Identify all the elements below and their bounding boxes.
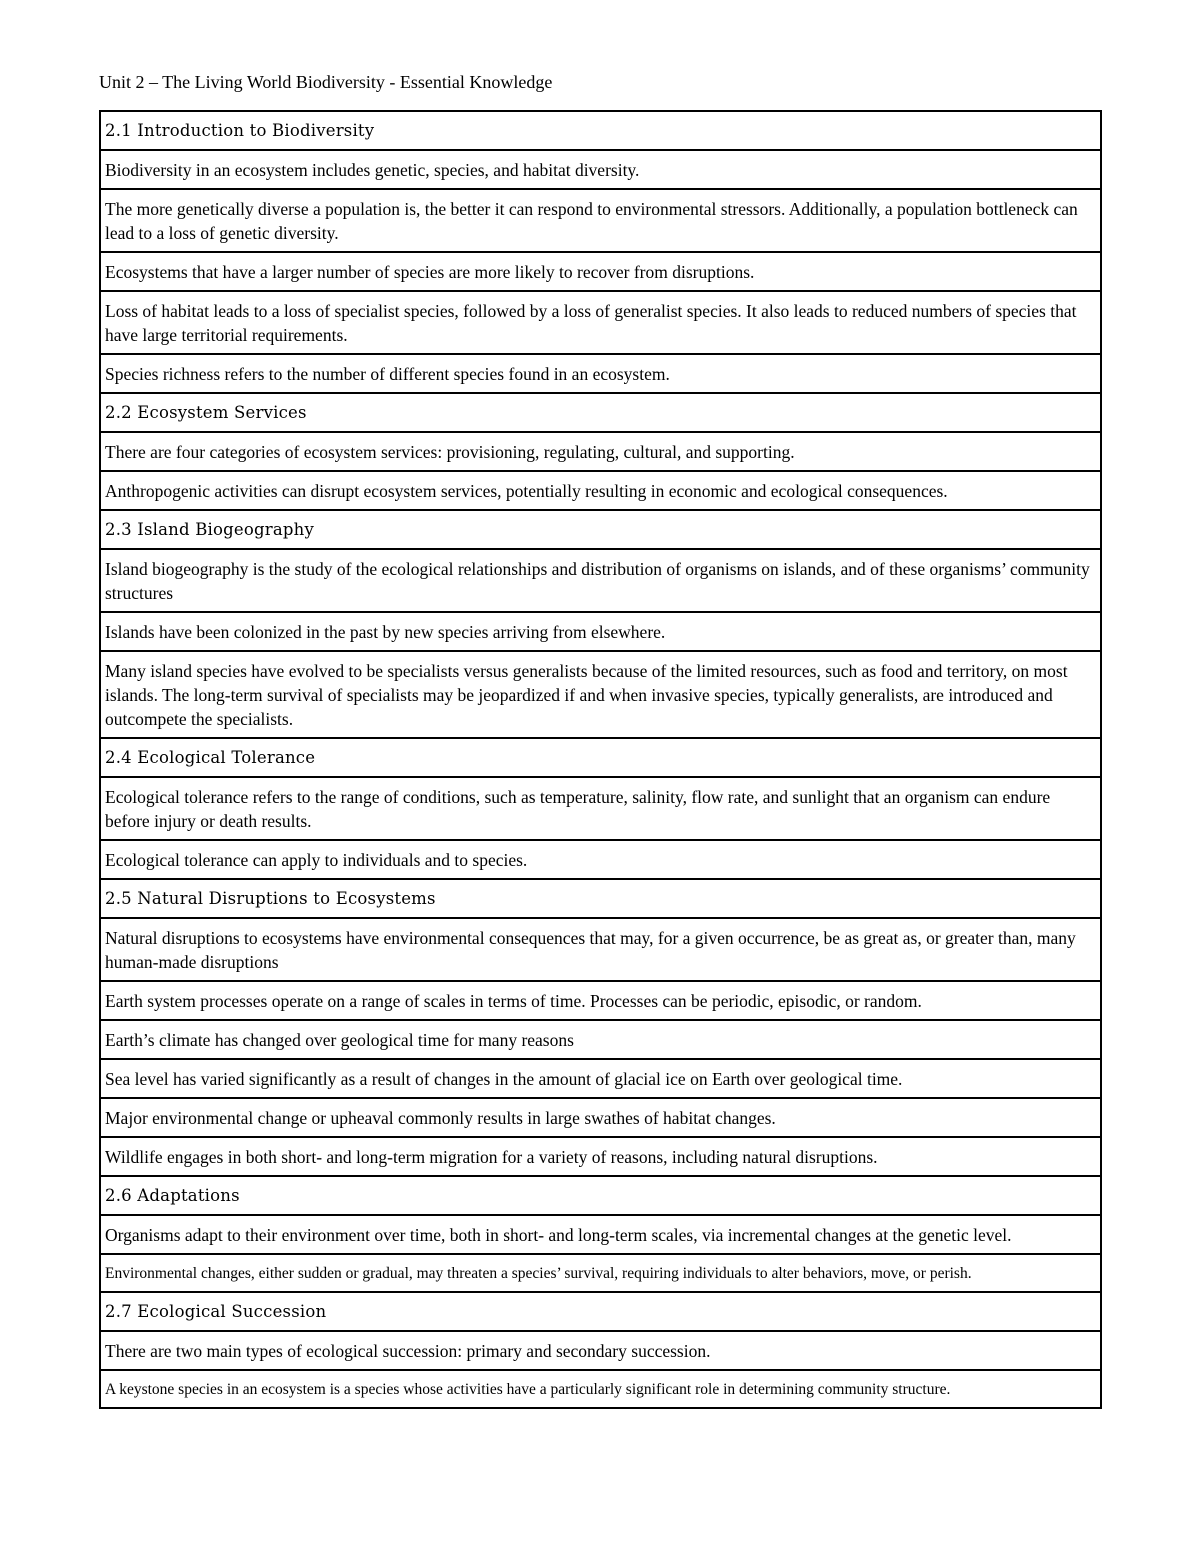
section-heading: 2.1 Introduction to Biodiversity [101,112,1100,151]
essential-knowledge-table [99,110,1102,1409]
knowledge-row: Anthropogenic activities can disrupt ecosystem services, potentially resulting in economic and ecological consequences. [101,472,1100,511]
section-heading: 2.4 Ecological Tolerance [101,739,1100,778]
section-heading: 2.7 Ecological Succession [101,1293,1100,1332]
section-heading: 2.5 Natural Disruptions to Ecosystems [101,880,1100,919]
section-heading: 2.6 Adaptations [101,1177,1100,1216]
knowledge-row: Natural disruptions to ecosystems have environmental consequences that may, for a given occurrence, be as great as, or greater than, many human-made disruptions [101,919,1100,982]
knowledge-row: Island biogeography is the study of the ecological relationships and distribution of organisms on islands, and of these organisms’ community structures [101,550,1100,613]
knowledge-row: Organisms adapt to their environment over time, both in short- and long-term scales, via incremental changes at the genetic level. [101,1216,1100,1255]
section-heading: 2.2 Ecosystem Services [101,394,1100,433]
knowledge-row: Islands have been colonized in the past by new species arriving from elsewhere. [101,613,1100,652]
knowledge-row: Many island species have evolved to be specialists versus generalists because of the limited resources, such as food and territory, on most islands. The long-term survival of specialists may be jeopardized if and when invasive species, typically generalists, are introduced and outcompete the specialists. [101,652,1100,739]
knowledge-row: Earth system processes operate on a range of scales in terms of time. Processes can be periodic, episodic, or random. [101,982,1100,1021]
knowledge-row: Ecosystems that have a larger number of species are more likely to recover from disruptions. [101,253,1100,292]
knowledge-row: Sea level has varied significantly as a result of changes in the amount of glacial ice on Earth over geological time. [101,1060,1100,1099]
section-heading: 2.3 Island Biogeography [101,511,1100,550]
knowledge-row: Species richness refers to the number of different species found in an ecosystem. [101,355,1100,394]
knowledge-row: Loss of habitat leads to a loss of specialist species, followed by a loss of generalist species. It also leads to reduced numbers of species that have large territorial requirements. [101,292,1100,355]
knowledge-row: Wildlife engages in both short- and long-term migration for a variety of reasons, including natural disruptions. [101,1138,1100,1177]
page-title: Unit 2 – The Living World Biodiversity - Essential Knowledge [99,72,553,92]
knowledge-row: Earth’s climate has changed over geological time for many reasons [101,1021,1100,1060]
knowledge-row: Ecological tolerance can apply to individuals and to species. [101,841,1100,880]
knowledge-row: A keystone species in an ecosystem is a species whose activities have a particularly significant role in determining community structure. [105,1381,951,1398]
knowledge-row: Major environmental change or upheaval commonly results in large swathes of habitat changes. [101,1099,1100,1138]
knowledge-row: The more genetically diverse a population is, the better it can respond to environmental stressors. Additionally, a population bottleneck can lead to a loss of genetic diversity. [101,190,1100,253]
knowledge-row: There are four categories of ecosystem services: provisioning, regulating, cultural, and supporting. [101,433,1100,472]
knowledge-row: Environmental changes, either sudden or gradual, may threaten a species’ survival, requiring individuals to alter behaviors, move, or perish. [101,1255,1100,1293]
knowledge-row: Ecological tolerance refers to the range of conditions, such as temperature, salinity, flow rate, and sunlight that an organism can endure before injury or death results. [101,778,1100,841]
knowledge-row: Biodiversity in an ecosystem includes genetic, species, and habitat diversity. [101,151,1100,190]
knowledge-row: There are two main types of ecological succession: primary and secondary succession. [101,1332,1100,1371]
